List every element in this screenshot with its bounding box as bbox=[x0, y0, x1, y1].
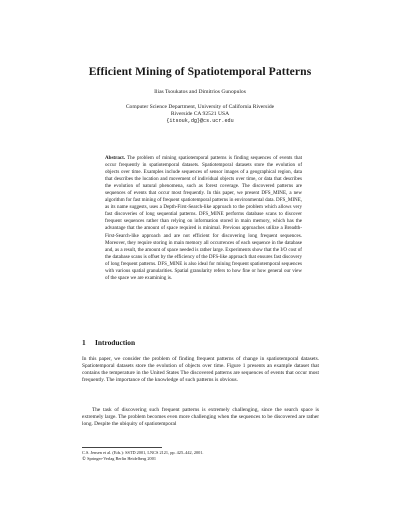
affiliation-email: {itsouk,dg}@cs.ucr.edu bbox=[166, 118, 234, 124]
author-affiliation bbox=[60, 104, 340, 125]
abstract-text: The problem of mining spatiotemporal patterns is finding sequences of events that occur frequently in spatiotemporal datasets. Spatiotemporal datasets store the evolution of objects over time. Examples include sequences of sensor images of a geographical region, data that describes the location and movement of individual objects over time, or data that describes the evolution of natural phenomena, such as forest coverage. The discovered patterns are sequences of events that occur most frequently. In this paper, we present DFS_MINE, a new algorithm for fast mining of frequent spatiotemporal patterns in environmental data. DFS_MINE, as its name suggests, uses a Depth-First-Search-like approach to the problem which allows very fast discoveries of long sequential patterns. DFS_MINE performs database scans to discover frequent sequences rather than relying on information stored in main memory, which has the advantage that the amount of space required is minimal. Previous approaches utilize a Breadth-First-Search-like approach and are not efficient for discovering long frequent sequences. Moreover, they require storing in main memory all occurrences of each sequence in the database and, as a result, the amount of space needed is rather large. Experiments show that the I/O cost of the database scans is offset by the efficiency of the DFS-like approach that ensures fast discovery of long frequent patterns. DFS_MINE is also ideal for mining frequent spatiotemporal sequences with various spatial granularities. Spatial granularity refers to how fine or how general our view of the space we are examining is. bbox=[105, 155, 302, 281]
abstract bbox=[105, 155, 302, 282]
body-paragraph-2: The task of discovering such frequent patterns is extremely challenging, since the search space is extremely large. The problem becomes even more challenging when the sequences to be discovered are rather long. Despite the ubiquity of spatiotemporal bbox=[82, 407, 319, 428]
abstract-label: Abstract. bbox=[105, 155, 126, 161]
affiliation-department: Computer Science Department, University of California Riverside bbox=[125, 104, 275, 110]
copyright-text: Springer-Verlag Berlin Heidelberg 2001 bbox=[86, 456, 156, 461]
paper-authors: Ilias Tsoukatos and Dimitrios Gunopulos bbox=[154, 89, 246, 95]
footnote-citation: C.S. Jensen et al. (Eds.): SSTD 2001, LNCS 2121, pp. 425–442, 2001. bbox=[82, 450, 204, 455]
section-number: 1 bbox=[82, 338, 86, 347]
body-paragraph-1: In this paper, we consider the problem of finding frequent patterns of change in spatiotemporal datasets. Spatiotemporal datasets store the evolution of objects over time. Figure 1 presents an example dataset that contains the temperature in the United States The discovered patterns are sequences of events that occur most frequently. The importance of the knowledge of such patterns is obvious. bbox=[82, 356, 319, 384]
affiliation-city: Riverside CA 92521 USA bbox=[170, 111, 230, 117]
section-heading bbox=[82, 338, 135, 347]
section-title: Introduction bbox=[95, 338, 136, 347]
paper-title: Efficient Mining of Spatiotemporal Patterns bbox=[88, 65, 312, 78]
footnote-divider bbox=[82, 447, 162, 448]
footnote bbox=[82, 450, 204, 462]
copyright-symbol: © bbox=[82, 456, 86, 461]
footnote-copyright bbox=[82, 456, 204, 462]
